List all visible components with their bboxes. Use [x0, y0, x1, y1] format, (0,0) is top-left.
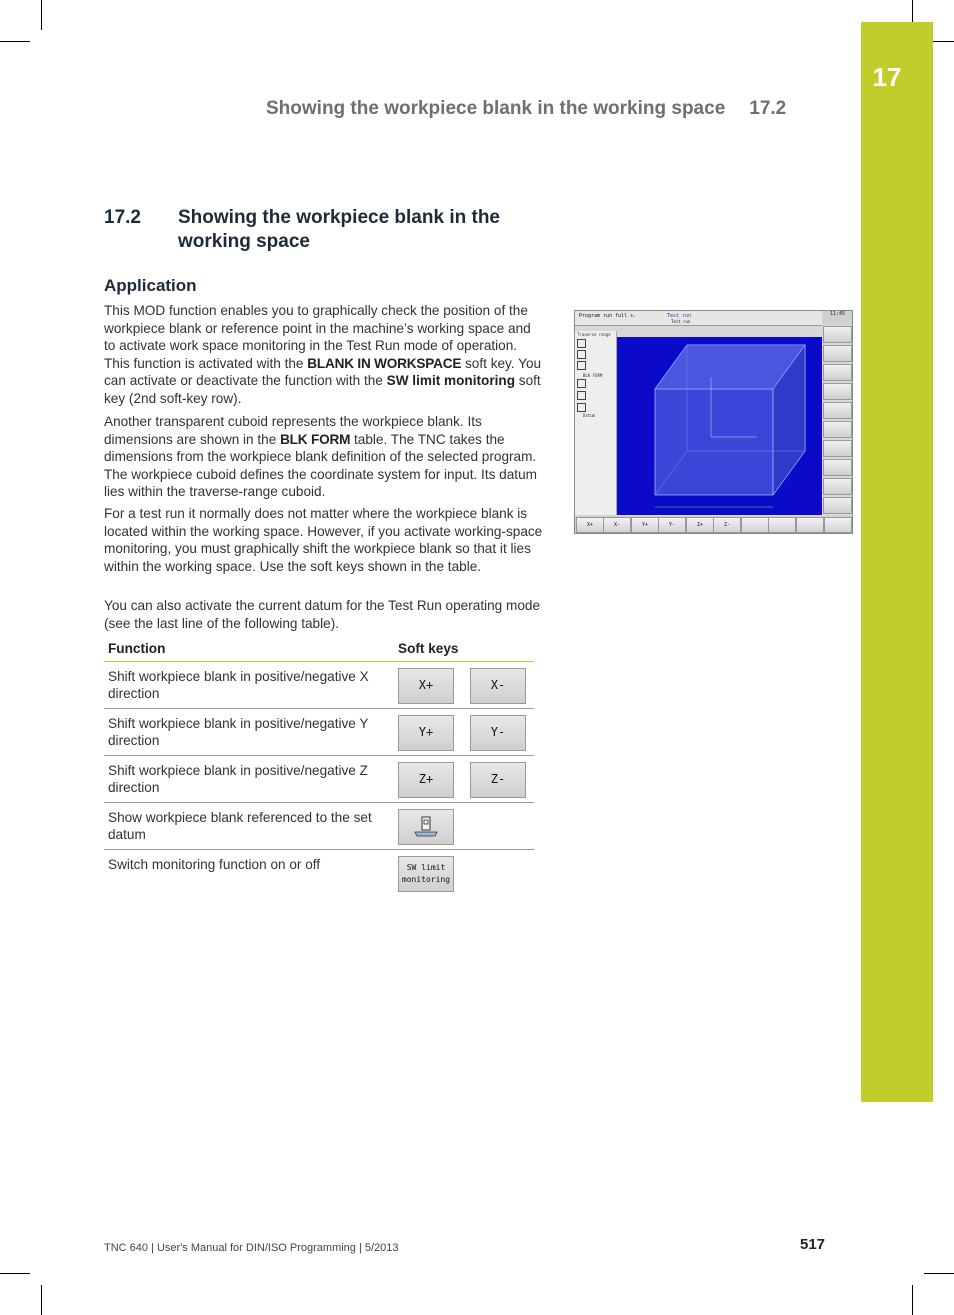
z-minus-softkey[interactable]: Z- — [470, 762, 526, 798]
crop-mark — [912, 0, 913, 22]
y-minus-softkey[interactable]: Y- — [658, 517, 686, 533]
z-plus-softkey[interactable]: Z+ — [398, 762, 454, 798]
vertical-softkey[interactable] — [823, 402, 852, 419]
crop-mark — [0, 1273, 30, 1274]
softkey-line: monitoring — [401, 875, 451, 884]
datum-label: Datum — [583, 413, 596, 418]
bottom-softkeys — [575, 516, 852, 533]
mode-right-sub: Test run — [671, 319, 691, 324]
page-number: 517 — [800, 1236, 826, 1253]
header-function: Function — [104, 638, 394, 662]
paragraph-1 — [104, 302, 544, 408]
x-minus-softkey[interactable]: X- — [603, 517, 631, 533]
row-keys — [394, 709, 534, 756]
table-row — [104, 803, 534, 850]
running-head-title: Showing the workpiece blank in the working space — [266, 98, 726, 119]
section-title: Showing the workpiece blank in the working space — [178, 207, 500, 252]
row-text: Switch monitoring function on or off — [108, 857, 321, 872]
panel-title: Traverse range — [577, 332, 611, 337]
axis-x-box — [577, 379, 586, 388]
clock: 11:45 — [823, 311, 852, 325]
keyword: BLK FORM — [280, 431, 351, 447]
sw-limit-monitoring-softkey[interactable] — [398, 856, 454, 892]
graphics-view — [617, 337, 822, 515]
text: Another transparent cuboid represents the workpiece blank. Its dimensions are shown in the — [104, 414, 482, 447]
footer: TNC 640 | User's Manual for DIN/ISO Programming | 5/2013 — [104, 1242, 399, 1254]
running-head-section: 17.2 — [749, 98, 787, 119]
row-keys — [394, 803, 534, 850]
paragraph-4: You can also activate the current datum for the Test Run operating mode (see the last line of the following table). — [104, 598, 541, 631]
table-row — [104, 756, 534, 803]
chapter-tab — [861, 22, 933, 1102]
text: soft key (2nd soft-key row). — [104, 373, 541, 406]
cuboid-graphic — [617, 337, 822, 515]
mode-left: Program run full s. — [579, 313, 637, 319]
z-plus-softkey[interactable]: Z+ — [686, 517, 714, 533]
row-text: Show workpiece blank referenced to the set datum — [104, 803, 394, 850]
axis-y-box — [577, 350, 586, 359]
paragraph-2 — [104, 413, 544, 501]
text: table. The TNC takes the dimensions from the workpiece blank definition of the selected program. The workpiece cuboid defines the coordinate system for input. Its datum lies within the traverse-range cuboid. — [104, 431, 537, 500]
axis-x-box — [577, 339, 586, 348]
chapter-number: 17 — [872, 62, 902, 92]
table-row — [104, 850, 534, 897]
paragraph-3: For a test run it normally does not matter where the workpiece blank is located within the working space. However, if you activate working-space monitoring, you must graphically shift the workpiece blank so that it lies within the working space. Use the soft keys shown in the table. — [104, 506, 543, 574]
text: This MOD function enables you to graphically check the position of the workpiece blank or reference point in the machine’s working space and to activate work space monitoring in the Test Run mode of operation. This function is activated with the — [104, 303, 531, 371]
datum-softkey[interactable] — [741, 517, 769, 533]
vertical-softkey[interactable] — [823, 383, 852, 400]
running-head — [266, 98, 786, 120]
row-text: Shift workpiece blank in positive/negative Z direction — [104, 756, 394, 803]
sw-limit-monitoring-softkey[interactable] — [824, 517, 852, 533]
crop-mark — [912, 1285, 913, 1315]
keyword: BLANK IN WORKSPACE — [307, 355, 462, 371]
x-plus-softkey[interactable]: X+ — [576, 517, 604, 533]
y-minus-softkey[interactable]: Y- — [470, 715, 526, 751]
crop-mark — [41, 1285, 42, 1315]
blk-form-label: BLK FORM — [583, 373, 603, 378]
traverse-panel — [575, 331, 617, 515]
axis-y-box — [577, 391, 586, 400]
function-table — [104, 638, 534, 897]
y-plus-softkey[interactable]: Y+ — [398, 715, 454, 751]
empty-softkey[interactable] — [768, 517, 796, 533]
vertical-softkey[interactable] — [823, 326, 852, 343]
right-softkeys — [823, 326, 852, 515]
vertical-softkey[interactable] — [823, 440, 852, 457]
x-minus-softkey[interactable]: X- — [470, 668, 526, 704]
z-minus-softkey[interactable]: Z- — [713, 517, 741, 533]
x-plus-softkey[interactable]: X+ — [398, 668, 454, 704]
table-row — [104, 662, 534, 709]
axis-z-box — [577, 361, 586, 370]
vertical-softkey[interactable] — [823, 459, 852, 476]
y-plus-softkey[interactable]: Y+ — [631, 517, 659, 533]
row-keys — [394, 756, 534, 803]
axis-z-box — [577, 403, 586, 412]
row-keys — [394, 850, 534, 897]
crop-mark — [924, 1273, 954, 1274]
crop-mark — [41, 0, 42, 30]
softkey-line: SW limit — [406, 863, 446, 872]
vertical-softkey[interactable] — [823, 345, 852, 362]
keyword: SW limit monitoring — [386, 373, 515, 389]
row-text: Shift workpiece blank in positive/negative Y direction — [104, 709, 394, 756]
subheading: Application — [104, 276, 197, 295]
vertical-softkey[interactable] — [823, 497, 852, 514]
vertical-softkey[interactable] — [823, 478, 852, 495]
mode-bar — [575, 311, 822, 326]
datum-softkey[interactable] — [398, 809, 454, 845]
datum-workpiece-icon — [411, 814, 441, 840]
row-text: Shift workpiece blank in positive/negative X direction — [104, 662, 394, 709]
header-softkeys: Soft keys — [394, 638, 534, 662]
table-row — [104, 709, 534, 756]
tnc-screenshot — [574, 310, 853, 534]
vertical-softkey[interactable] — [823, 421, 852, 438]
empty-softkey[interactable] — [796, 517, 824, 533]
section-number: 17.2 — [104, 207, 141, 228]
mode-right: Test run — [667, 313, 692, 319]
row-keys — [394, 662, 534, 709]
crop-mark — [0, 41, 30, 42]
text: soft key. You can activate or deactivate the function with the — [104, 355, 542, 389]
vertical-softkey[interactable] — [823, 364, 852, 381]
